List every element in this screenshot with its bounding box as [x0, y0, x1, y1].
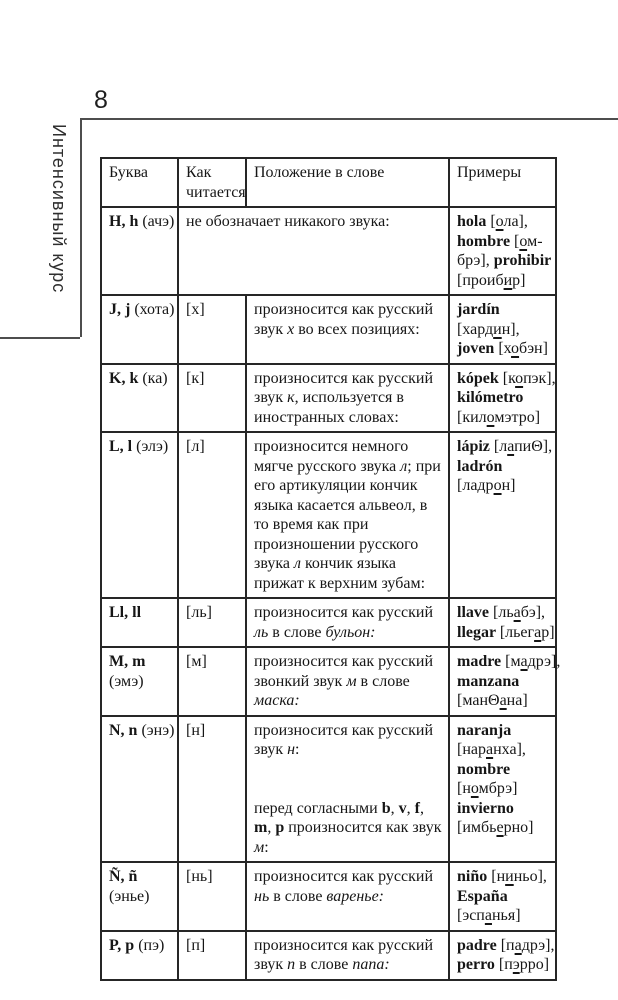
text-run: niño — [457, 868, 492, 885]
example-line — [457, 721, 551, 741]
text-run: м- — [527, 232, 543, 250]
text-run: произносится как русский звук — [254, 936, 434, 973]
cell-reading: [л] — [178, 432, 246, 598]
cell-position — [246, 716, 449, 863]
text-run: [манΘ — [457, 692, 500, 709]
text-run: а — [514, 936, 522, 954]
example-line — [457, 779, 551, 799]
text-run: ; при его артикуляции кончик языка касается альвеол, в то время как при произношении русского звука — [254, 457, 441, 572]
text-run: во всех позициях: — [294, 320, 420, 338]
text-run: , — [406, 799, 415, 817]
table-header-row — [101, 158, 556, 207]
position-paragraph — [254, 652, 444, 711]
text-run: о — [486, 408, 495, 426]
text-run: ladrón — [457, 457, 503, 475]
cell-position — [246, 364, 449, 433]
text-run: кончик языка прижат к верхним зубам: — [254, 555, 426, 592]
table-row-n — [101, 716, 556, 863]
cell-letter — [101, 647, 178, 716]
text-run: н] — [501, 477, 516, 494]
text-run: madre — [457, 653, 506, 670]
example-line — [457, 936, 555, 956]
cell-letter — [101, 364, 178, 433]
example-line — [457, 320, 551, 340]
cell-letter — [101, 432, 178, 598]
text-run: , — [419, 799, 424, 817]
text-run: prohibir — [493, 252, 552, 269]
text-run: P, p — [109, 936, 135, 954]
text-run: и — [503, 271, 513, 289]
example-line — [457, 652, 561, 672]
text-run: llave — [457, 604, 493, 621]
example-line — [457, 339, 551, 359]
table-header — [101, 158, 556, 207]
letter-line — [109, 936, 173, 956]
text-run: произносится как русский — [254, 604, 434, 621]
cell-letter — [101, 295, 178, 364]
text-run: Ñ, ñ — [109, 868, 138, 885]
text-run: о — [511, 340, 520, 357]
text-run: H, h — [109, 213, 139, 230]
text-run: [эсп — [457, 907, 485, 924]
text-run: , — [267, 819, 276, 836]
text-run: в слове — [295, 956, 353, 973]
example-line — [457, 457, 551, 477]
text-run: [л — [493, 438, 508, 455]
letter-line — [109, 721, 173, 741]
letter-line — [109, 867, 173, 887]
position-paragraph — [254, 300, 444, 339]
example-line — [457, 408, 551, 428]
text-run: kópek — [457, 369, 503, 387]
text-run: папа: — [352, 956, 390, 973]
header-position: Положение в слове — [246, 158, 449, 207]
example-line — [457, 818, 551, 838]
cell-reading: [к] — [178, 364, 246, 433]
text-run: N, n — [109, 721, 138, 739]
cell-reading: [ль] — [178, 598, 246, 647]
text-run: е — [496, 819, 504, 836]
cell-reading: [н] — [178, 716, 246, 863]
cell-examples — [449, 862, 556, 931]
cell-position — [246, 862, 449, 931]
text-run: L, l — [109, 438, 133, 455]
example-line — [457, 760, 551, 780]
text-run: н — [287, 741, 296, 758]
example-line — [457, 476, 551, 496]
text-run: а — [486, 741, 494, 758]
position-paragraph — [254, 369, 444, 428]
cell-position — [246, 295, 449, 364]
text-run: [кил — [457, 408, 487, 426]
text-run: [ладр — [457, 477, 494, 494]
cell-reading: [нь] — [178, 862, 246, 931]
text-run: , используется в иностранных словах: — [254, 389, 404, 426]
text-run: пиΘ], — [514, 438, 553, 455]
text-run: р] — [512, 271, 526, 289]
text-run: padre — [457, 936, 501, 954]
text-run: к — [287, 389, 295, 406]
text-run: и — [493, 320, 502, 338]
position-paragraph — [254, 799, 444, 858]
table-row-k — [101, 364, 556, 433]
text-run: нь — [254, 887, 270, 905]
example-line — [457, 906, 551, 926]
text-run: бэн] — [519, 340, 548, 357]
example-line — [457, 251, 551, 271]
cell-position — [246, 598, 449, 647]
text-run: п — [287, 956, 296, 973]
text-run: л — [293, 555, 301, 572]
text-run: [имбь — [457, 819, 497, 836]
text-run: (энье) — [109, 887, 150, 905]
text-run: бульон: — [325, 623, 376, 641]
text-run: э — [512, 956, 520, 973]
text-run: [х — [498, 340, 512, 357]
cell-reading: [х] — [178, 295, 246, 364]
text-run: о — [515, 369, 524, 387]
cell-letter — [101, 862, 178, 931]
example-line — [457, 388, 551, 408]
text-run: а — [507, 438, 515, 455]
text-run: произносится как русский — [254, 868, 434, 885]
position-paragraph — [254, 603, 444, 642]
text-run: не обозначает никакого звука: — [186, 213, 390, 230]
text-run: hombre — [457, 232, 515, 250]
table-row-l — [101, 432, 556, 598]
letter-line — [109, 672, 173, 692]
text-run: [нар — [457, 741, 486, 758]
letter-line — [109, 652, 173, 672]
text-run: f — [414, 799, 420, 817]
table-row-p — [101, 931, 556, 980]
position-paragraph — [254, 721, 444, 760]
letter-line — [109, 887, 173, 907]
frame-rule-top — [80, 118, 618, 120]
text-run: (ачэ) — [138, 213, 175, 230]
example-line — [457, 867, 551, 887]
text-run: рно] — [503, 819, 534, 836]
position-paragraph — [254, 936, 444, 975]
letter-line — [109, 437, 173, 457]
text-run: о — [470, 780, 479, 797]
position-paragraph — [254, 867, 444, 906]
letter-line — [109, 212, 173, 232]
text-run: Ll, ll — [109, 604, 142, 621]
text-run: [м — [505, 653, 521, 670]
position-paragraph — [186, 212, 444, 232]
example-line — [457, 887, 551, 907]
text-run: а — [499, 692, 507, 709]
text-run: [ — [514, 232, 520, 250]
text-run: ль — [254, 623, 269, 641]
page-number: 8 — [94, 86, 108, 114]
text-run: а — [534, 623, 542, 641]
header-reading: Как читается — [178, 158, 246, 207]
cell-position — [246, 647, 449, 716]
text-run: [н — [491, 868, 506, 885]
text-run: manzana — [457, 672, 520, 690]
text-run: ла], — [503, 213, 528, 230]
text-run: л — [400, 457, 408, 475]
example-line — [457, 212, 551, 232]
text-run: p — [275, 819, 285, 836]
cell-reading: [м] — [178, 647, 246, 716]
example-line — [457, 799, 551, 819]
text-run: (эмэ) — [109, 672, 144, 690]
text-run: о — [519, 232, 528, 250]
text-run: [п — [498, 956, 513, 973]
text-run: а — [513, 604, 521, 621]
letter-line — [109, 369, 173, 389]
cell-examples — [449, 295, 556, 364]
example-line — [457, 740, 551, 760]
header-examples: Примеры — [449, 158, 556, 207]
text-run: lápiz — [457, 438, 494, 455]
text-run: о — [495, 213, 504, 230]
text-run: произносится немного мягче русского звука — [254, 438, 409, 475]
text-run: M, m — [109, 653, 146, 670]
text-run: м — [254, 838, 265, 856]
text-run: J, j — [109, 301, 131, 318]
text-run: произносится как русский звук — [254, 721, 434, 758]
text-run: v — [398, 799, 407, 817]
text-run: España — [457, 887, 508, 905]
text-run: : — [295, 741, 300, 758]
cell-examples — [449, 598, 556, 647]
text-run: , — [390, 799, 399, 817]
text-run: нха], — [493, 741, 526, 758]
text-run: дрэ], — [527, 653, 561, 670]
text-run: nombre — [457, 760, 511, 778]
cell-letter — [101, 598, 178, 647]
letter-line — [109, 603, 173, 623]
text-run: [ль — [493, 604, 514, 621]
text-run: брэ], — [457, 252, 494, 269]
text-run: в слове — [268, 623, 326, 641]
text-run: произносится как звук — [284, 819, 442, 836]
text-run: [проиб — [457, 271, 504, 289]
table-row-h — [101, 207, 556, 295]
text-run: invierno — [457, 799, 514, 817]
example-line — [457, 691, 551, 711]
text-run: [хард — [457, 320, 494, 338]
cell-reading: [п] — [178, 931, 246, 980]
text-run: (пэ) — [134, 936, 165, 954]
text-run: ньо], — [513, 868, 547, 885]
text-run: х — [287, 320, 295, 338]
text-run: перед согласными — [254, 799, 382, 817]
text-run: naranja — [457, 721, 512, 739]
text-run: : — [264, 838, 269, 856]
text-run: произносится как русский звук — [254, 301, 434, 338]
cell-letter — [101, 931, 178, 980]
text-run: в слове — [356, 672, 410, 690]
text-run: [к — [502, 369, 516, 387]
text-run: бэ], — [520, 604, 546, 621]
cell-examples — [449, 207, 556, 295]
position-paragraph — [254, 437, 444, 593]
cell-examples — [449, 432, 556, 598]
text-run: m — [254, 819, 268, 836]
cell-letter — [101, 716, 178, 863]
text-run: (энэ) — [137, 721, 175, 739]
cell-position — [246, 432, 449, 598]
text-run: perro — [457, 956, 499, 973]
text-run: [ — [490, 213, 496, 230]
text-run: р] — [541, 623, 555, 641]
text-run: м — [346, 672, 357, 690]
pronunciation-table — [100, 157, 561, 981]
text-run: в слове — [269, 887, 327, 905]
text-run: K, k — [109, 369, 139, 387]
example-line — [457, 603, 551, 623]
text-run: [н — [457, 780, 471, 797]
text-run: и — [505, 868, 514, 885]
text-run: произносится как русский звук — [254, 369, 434, 406]
text-run: варенье: — [326, 887, 385, 905]
text-run: рро] — [519, 956, 550, 973]
text-run: нья] — [491, 907, 521, 924]
text-run: мбрэ] — [478, 780, 518, 797]
text-run: дрэ], — [521, 936, 555, 954]
cell-position — [178, 207, 449, 295]
letter-line — [109, 300, 173, 320]
cell-examples — [449, 647, 561, 716]
text-run: мэтро] — [494, 408, 541, 426]
cell-position — [246, 931, 449, 980]
text-run: llegar — [457, 623, 500, 641]
text-run: пэк], — [523, 369, 556, 387]
text-run: (элэ) — [132, 438, 169, 455]
text-run: на] — [506, 692, 528, 709]
text-run: маска: — [254, 692, 300, 709]
cell-examples — [449, 931, 556, 980]
text-run: [льег — [499, 623, 535, 641]
text-run: (ка) — [138, 369, 168, 387]
table-row-nj — [101, 862, 556, 931]
text-run: joven — [457, 340, 499, 357]
example-line — [457, 369, 556, 389]
text-run: н], — [501, 320, 520, 338]
example-line — [457, 437, 551, 457]
header-letter: Буква — [101, 158, 178, 207]
text-run: о — [493, 477, 502, 494]
table-row-ll — [101, 598, 556, 647]
cell-examples — [449, 364, 556, 433]
table-row-j — [101, 295, 556, 364]
example-line — [457, 271, 551, 291]
text-run: hola — [457, 213, 491, 230]
text-run: а — [520, 653, 528, 670]
cell-letter — [101, 207, 178, 295]
cell-examples — [449, 716, 556, 863]
example-line — [457, 300, 551, 320]
text-run: [п — [500, 936, 515, 954]
text-run: kilómetro — [457, 389, 524, 406]
text-run: jardín — [457, 301, 500, 318]
frame-rule-left — [80, 118, 82, 337]
text-run: b — [381, 799, 391, 817]
example-line — [457, 232, 551, 252]
text-run: а — [484, 907, 492, 924]
sidebar-series-label: Интенсивный курс — [49, 124, 69, 294]
example-line — [457, 623, 555, 643]
table-row-m — [101, 647, 556, 716]
example-line — [457, 955, 551, 975]
text-run: произносится как русский звонкий звук — [254, 653, 434, 690]
table-body — [101, 207, 561, 980]
example-line — [457, 672, 551, 692]
text-run: (хота) — [130, 301, 175, 318]
